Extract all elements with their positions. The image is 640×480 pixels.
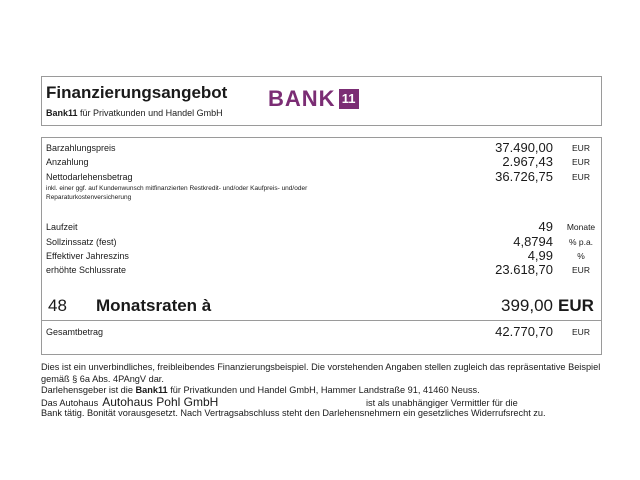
row-unit: EUR (572, 172, 590, 182)
footer-lender-post: für Privatkunden und Handel GmbH, Hammer Landstraße 91, 41460 Neuss. (167, 385, 480, 395)
row-label: Nettodarlehensbetrag (46, 172, 133, 182)
footer-lender-bold: Bank11 (135, 385, 168, 395)
row-label: Gesamtbetrag (46, 327, 104, 337)
footer-conditions: Bank tätig. Bonität vorausgesetzt. Nach Vertragsabschluss steht den Darlehensnehmern ein gesetzliches Widerrufsrecht zu. (41, 408, 546, 418)
financing-table (41, 137, 602, 355)
divider (42, 320, 601, 321)
row-value: 23.618,70 (495, 262, 553, 277)
row-label: Sollzinssatz (fest) (46, 237, 117, 247)
row-value: 36.726,75 (495, 169, 553, 184)
row-unit: EUR (572, 265, 590, 275)
row-value: 4,8794 (513, 234, 553, 249)
row-total (42, 324, 601, 341)
bank-logo-text: BANK (268, 86, 336, 111)
row-final-rate (42, 262, 601, 279)
row-unit: Monate (566, 222, 596, 232)
bank-logo-mark: 11 (339, 89, 359, 109)
row-unit: % (577, 251, 585, 261)
row-label: Effektiver Jahreszins (46, 251, 129, 261)
row-label: Barzahlungspreis (46, 143, 116, 153)
lender-name-bold: Bank11 (46, 108, 78, 118)
row-unit: EUR (572, 143, 590, 153)
insurance-note: inkl. einer ggf. auf Kundenwunsch mitfinanzierten Restkredit- und/oder Kaufpreis- und/oder Reparaturkostenversicherung (46, 185, 308, 201)
row-value: 42.770,70 (495, 324, 553, 339)
lender-subtitle (46, 108, 223, 118)
dealer-name: Autohaus Pohl GmbH (102, 394, 219, 409)
row-label: Anzahlung (46, 157, 89, 167)
footer-dealer-line (41, 394, 606, 409)
row-value: 37.490,00 (495, 140, 553, 155)
row-label: Laufzeit (46, 222, 78, 232)
rate-count: 48 (48, 296, 67, 315)
bank-logo (268, 87, 359, 111)
rate-unit: EUR (558, 296, 594, 315)
footer-dealer-right: ist als unabhängiger Vermittler für die (366, 397, 518, 408)
footer-lender-pre: Darlehensgeber ist die (41, 385, 136, 395)
row-unit: EUR (572, 327, 590, 337)
row-unit: EUR (572, 157, 590, 167)
legal-footer (41, 362, 606, 420)
rate-value: 399,00 (501, 296, 553, 315)
footer-dealer-pre: Das Autohaus (41, 397, 99, 408)
footer-disclaimer: Dies ist ein unverbindliches, freibleibendes Finanzierungsbeispiel. Die vorstehenden Angaben stellen zugleich das repräsentative Beispiel gemäß § 6a Abs. 4PAngV dar. (41, 362, 601, 384)
row-interest-rate (42, 234, 601, 251)
row-value: 4,99 (527, 248, 553, 263)
page-title: Finanzierungsangebot (46, 83, 228, 102)
row-value: 2.967,43 (502, 154, 553, 169)
header-box (41, 76, 602, 126)
lender-name-rest: für Privatkunden und Handel GmbH (77, 108, 223, 118)
row-value: 49 (538, 219, 553, 234)
rate-label: Monatsraten à (96, 296, 212, 315)
row-unit: % p.a. (568, 237, 594, 247)
row-label: erhöhte Schlussrate (46, 265, 127, 275)
